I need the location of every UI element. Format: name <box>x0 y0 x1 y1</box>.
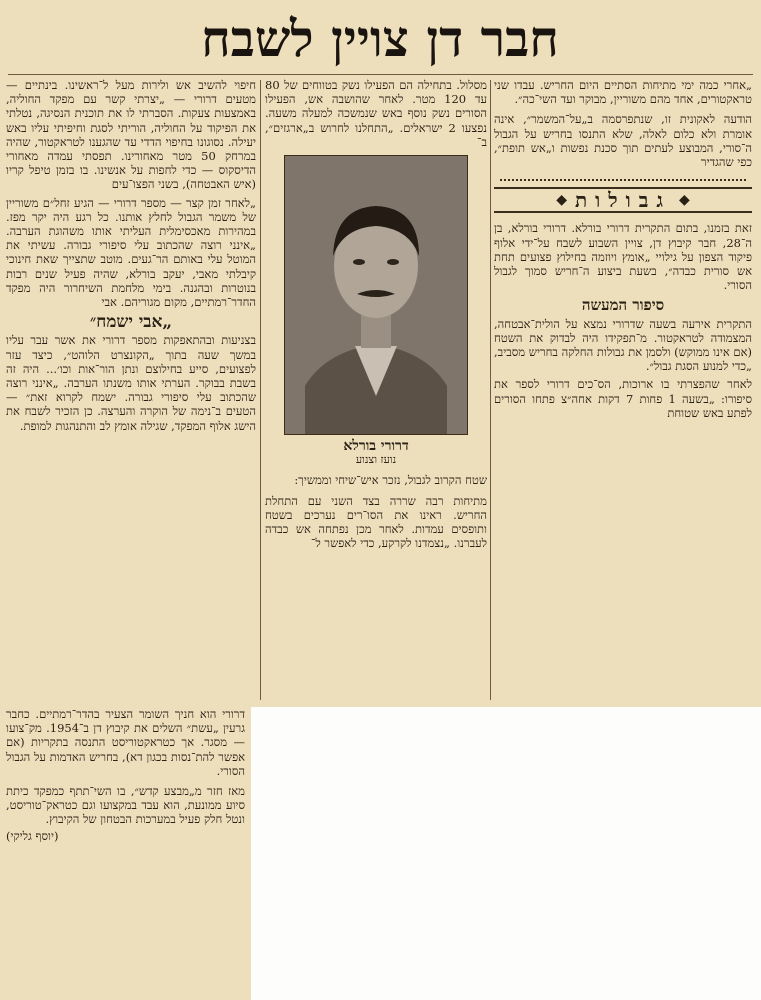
article-column-left <box>6 78 256 702</box>
left-lower-paragraph-1: דרורי הוא חניך השומר הצעיר בהדר־רמתיים. כחבר גרעין „עשת״ השלים את קיבוץ דן ב־1954. מק־צועו — מסגר. אך כטראקטוריסט התנסה בתקריות (אם אפשר להת־נסות בכגון דא), בחריש האדמות על הגבול הסורי. <box>6 707 245 778</box>
headline-rule <box>8 74 753 75</box>
body-paragraph-1: זאת בזמנו, בתום התקרית דרורי בורלא. דרורי בורלא, בן ה־28, חבר קיבוץ דן, צויין השבוע לשבח על־ידי אלוף פיקוד הצפון על גילויי „אומץ ויוזמה בחילוץ פצועים תחת אש סורית כבדה״, בשעת ביצוע ה־חריש סמוך לגבול הסורי. <box>494 221 752 293</box>
subhead-story: סיפור המעשה <box>581 296 665 315</box>
diamond-icon: ◆ <box>679 192 690 209</box>
middle-text-bottom-1: שטח הקרוב לגבול, נזכר איש־שיחי וממשיך: <box>294 473 487 488</box>
body-paragraph-3: לאחר שהפצרתי בו ארוכות, הס־כים דרורי לספר את סיפורו: „בשעה 1 פחות 7 דקות אחה״צ פתחו הסורים לפתע באש שטוחת <box>494 377 752 420</box>
middle-text-top: מסלול. בתחילה הם הפעילו נשק בטווחים של 80 עד 120 מטר. לאחר שהושבה אש, הפעילו הסורים נשק נוסף באש שנמשכה למעלה משעה. נפצעו 2 ישראלים. „התחלנו לחרוש ב„ארגזים״, ב־ <box>265 78 487 149</box>
decorative-divider <box>500 173 746 181</box>
photo-caption-name: דרורי בורלא <box>343 438 409 455</box>
column-rule <box>490 80 491 700</box>
diamond-icon: ◆ <box>556 192 567 209</box>
section-title: גבולות <box>574 188 672 213</box>
article-column-middle <box>265 78 487 702</box>
left-paragraph-1: חיפוי להשיב אש ולירות מעל ל־ראשינו. בינתיים — מטעים דרורי — „יצרתי קשר עם מפקד החוליה, באמצעות צעקות. הסברתי לו את תוכנית הנסיגה, נטלתי את הפיקוד על החוליה, הוריתי לסגת וחיפיתי עליו באש יעילה. נסוגונו בחיפוי הדדי עד שהגענו לטראקטור, שהיה במרחק 50 מטר מאחורינו. תפסתי עמדה מאחורי הדיסקוס — כדי לחפות על אנשינו. בו בזמן טיפל קריו (איש האבטחה), בשני הפצו־עים <box>6 78 256 192</box>
column-rule <box>260 80 261 700</box>
intro-paragraph-2: הודעה לאקונית זו, שנתפרסמה ב„על־המשמר״, אינה אומרת ולא כלום לאלה, שלא התנסו בחריש על הגבול ה־סורי, המבוצע לעתים תוך סכנת נפשות ו„אש תופת״, כפי שהגדיר <box>494 112 752 170</box>
newspaper-clipping-lower <box>0 707 251 1000</box>
photo-caption-title: נועז וצנוע <box>355 453 397 467</box>
headline: חבר דן צויין לשבח <box>201 9 559 68</box>
article-column-left-continued <box>6 707 245 995</box>
section-title-box <box>494 187 752 213</box>
body-paragraph-2: התקרית אירעה בשעה שדרורי נמצא על הולית־אבטחה, המצמודה לטראקטור. מ־תפקידו היה לבדוק את השטח (אם אינו ממוקש) ולסמן את גבולות החלקה בחריש מסביב, „כדי למנוע הסגת גבול״. <box>494 316 752 374</box>
byline: (יוסף גליקי) <box>6 828 59 843</box>
left-paragraph-2: „לאחר זמן קצר — מספר דרורי — הגיע זחל״ם משוריין של משמר הגבול לחלץ אותנו. כל רגע היה יקר מפז. במהירות מאכסימלית העליתי אותו משהוגת הערבה. „אינני רוצה שהכתוב עלי סיפורי גבורה. עשיתי את המוטל עלי באותם הר־געים. מוטב שתצייך שאת חינוכי קיבלתי מאבי, יעקב בורלא, שהיה פעיל שנים רבות בנוטרות ובהגנה. בימי מלחמת השיחרור היה מפקד החדר־רמתיים, מקום מגוריהם. אבי <box>6 195 256 310</box>
left-paragraph-3: בצניעות ובהתאפקות מספר דרורי את אשר עבר עליו במשך שעה בתוך „הקונצרט הלוהט״, כיצד עזר לפצועים, סייע בחילוצם ונתן הור־אות וכו׳... היה זה בשבת בבוקר. הערתי אותו משנתו הערבה. „אינני רוצה שהכתוב עלי סיפורי גבורה. ישמח לקרוא זאת״ — הטעים ב־נימה של הוקרה והערצה. כן הזכיר לשבח את הישג אלוף המפקד, שגילה אומץ לב והתנהגות למופת. <box>6 333 256 433</box>
portrait-image <box>285 156 467 434</box>
portrait-photo <box>284 155 468 435</box>
article-column-right <box>494 78 752 702</box>
subhead-father: „אבי ישמח״ <box>89 312 173 333</box>
intro-paragraph-1: „אחרי כמה ימי מתיחות הסתיים היום החריש. עבדו שני טראקטורים, אחד מהם משוריין, מבוקר ועד השי־כה״. <box>494 78 752 107</box>
middle-text-bottom-2: מתיחות רבה שררה בצד השני עם התחלת החריש. ראינו את הסו־רים נערכים בשטח ותופסים עמדות. לאחר מכן נפתחה אש כבדה לעברנו. „נצמדנו לקרקע, כדי לאפשר ל־ <box>265 493 487 551</box>
left-lower-paragraph-2: מאז חזר מ„מבצע קדש״, בו השי־תתף כמפקד כיתת סיוע ממונעת, הוא עבד במקצועו וגם כטראק־טוריסט, ונטל חלק פעיל במערכות הבטחון של הקיבוץ. <box>6 784 245 827</box>
